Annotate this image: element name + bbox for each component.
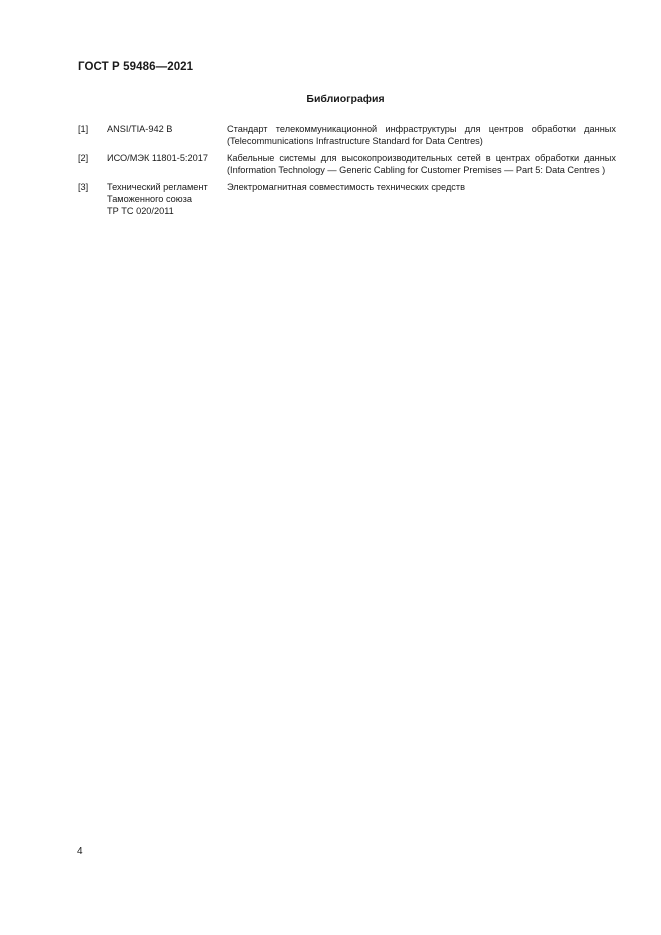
page-number: 4 [77, 846, 83, 857]
bibliography-entry [78, 181, 616, 217]
standard-code: ГОСТ Р 59486—2021 [78, 61, 194, 73]
entry-reference-line: Таможенного союза [107, 194, 192, 204]
entry-number: [1] [78, 124, 89, 134]
entry-reference [107, 181, 227, 217]
entry-reference [107, 152, 227, 176]
entry-reference-line: ANSI/TIA-942 B [107, 124, 173, 134]
entry-description: Стандарт телекоммуникационной инфраструктуры для центров обработки данных (Telecommunications Infrastructure Standard for Data Centres) [227, 124, 616, 146]
entry-description: Электромагнитная совместимость технических средств [227, 182, 465, 192]
entry-reference-line: ИСО/МЭК 11801-5:2017 [107, 153, 208, 163]
bibliography-list [78, 123, 616, 222]
entry-description: Кабельные системы для высокопроизводительных сетей в центрах обработки данных (Information Technology — Generic Cabling for Customer Premises — Part 5: Data Centres ) [227, 153, 616, 175]
entry-reference-line: ТР ТС 020/2011 [107, 206, 174, 216]
bibliography-entry [78, 123, 616, 147]
entry-reference-line: Технический регламент [107, 182, 208, 192]
entry-reference [107, 123, 227, 147]
section-title: Библиография [306, 93, 385, 105]
entry-number: [3] [78, 182, 89, 192]
bibliography-entry [78, 152, 616, 176]
entry-number: [2] [78, 153, 89, 163]
